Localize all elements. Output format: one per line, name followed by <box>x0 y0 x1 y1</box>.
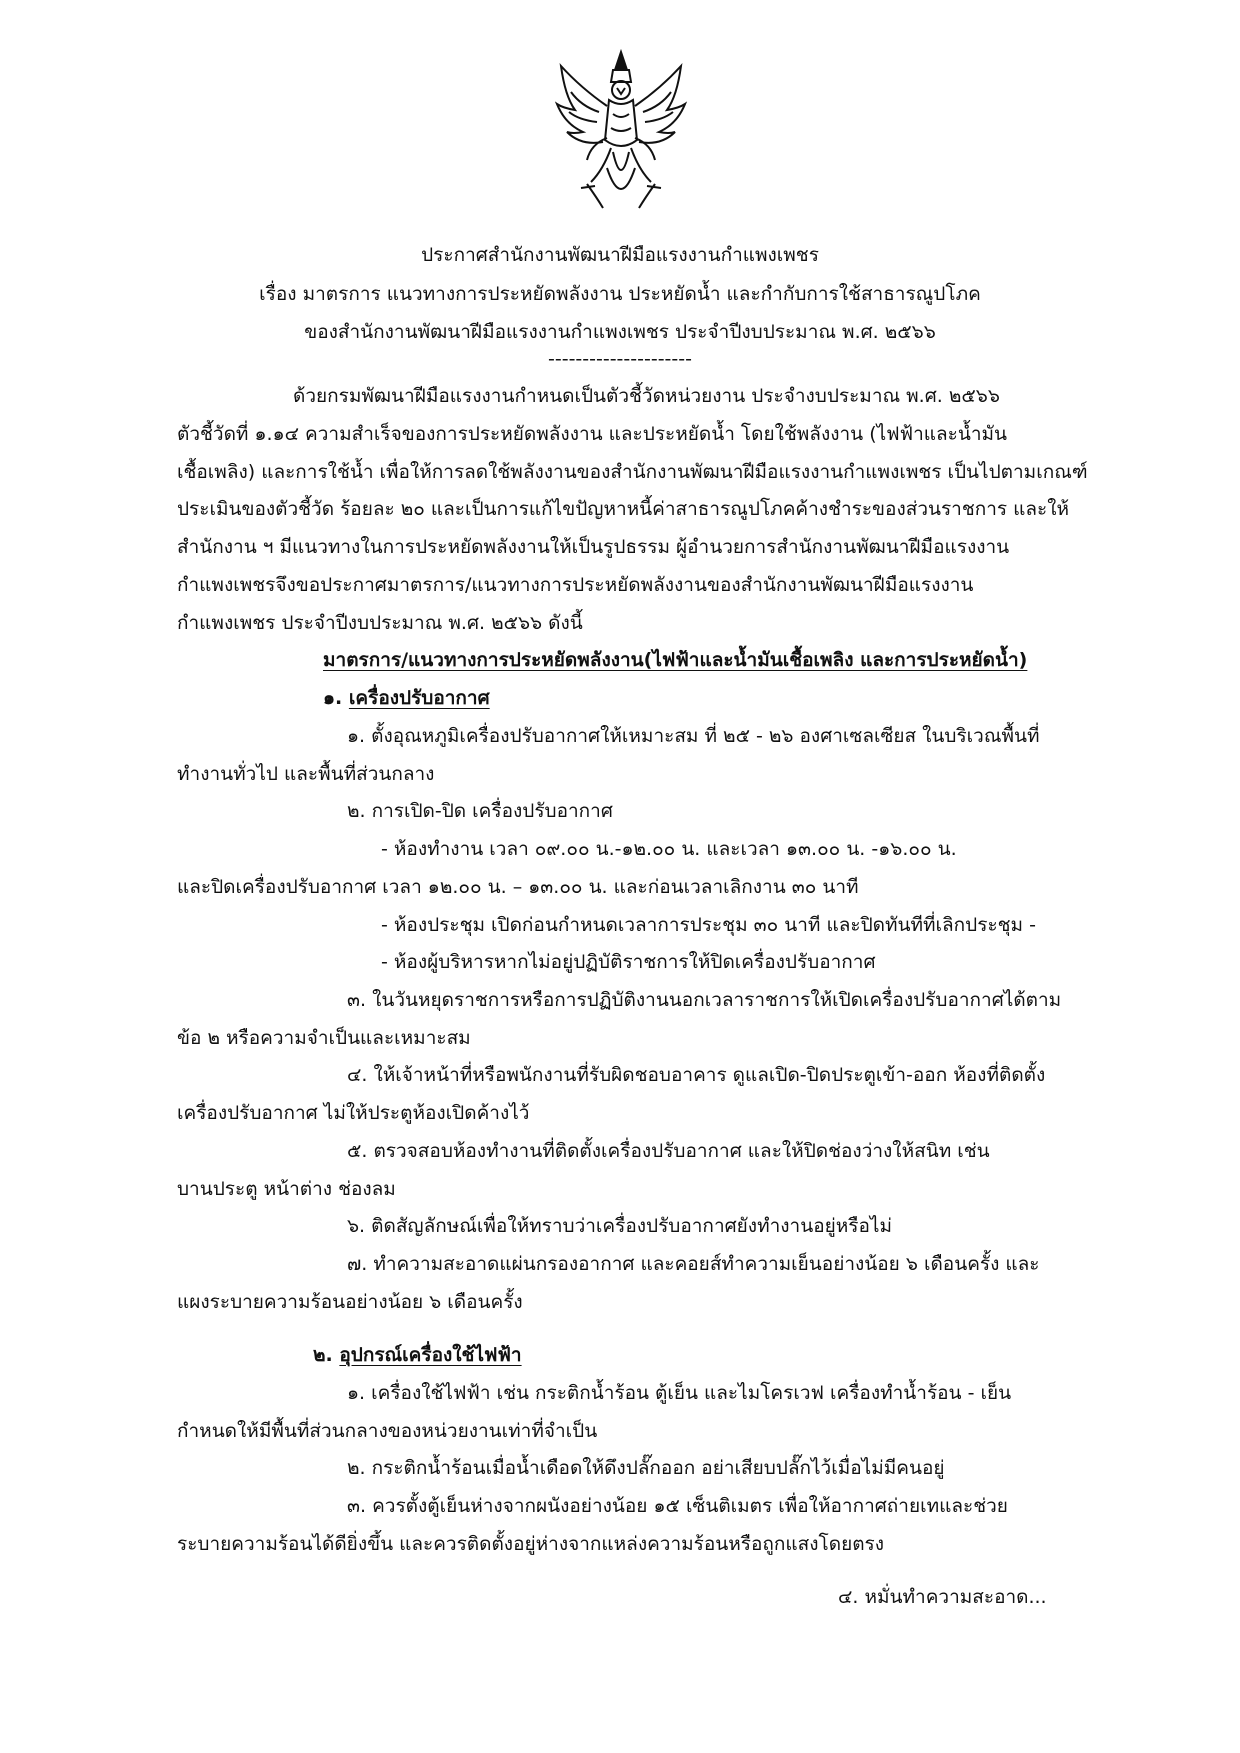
section-2-line: ๒. กระติกน้ำร้อนเมื่อน้ำเดือดให้ดึงปลั๊กออก อย่าเสียบปลั๊กไว้เมื่อไม่มีคนอยู่ <box>347 1457 945 1479</box>
intro-line: สำนักงาน ฯ มีแนวทางในการประหยัดพลังงานให้เป็นรูปธรรม ผู้อำนวยการสำนักงานพัฒนาฝีมือแรงงาน <box>177 536 1010 558</box>
section-1-line: ๔. ให้เจ้าหน้าที่หรือพนักงานที่รับผิดชอบอาคาร ดูแลเปิด-ปิดประตูเข้า-ออก ห้องที่ติดตั้ง <box>347 1064 1046 1086</box>
section-1-line: - ห้องทำงาน เวลา ๐๙.๐๐ น.-๑๒.๐๐ น. และเวลา ๑๓.๐๐ น. -๑๖.๐๐ น. <box>381 838 957 860</box>
section-1-line: ๒. การเปิด-ปิด เครื่องปรับอากาศ <box>347 800 613 822</box>
section-number: ๑. <box>323 687 343 709</box>
intro-line: ด้วยกรมพัฒนาฝีมือแรงงานกำหนดเป็นตัวชี้วัดหน่วยงาน ประจำงบประมาณ พ.ศ. ๒๕๖๖ <box>293 385 1000 407</box>
section-title: เครื่องปรับอากาศ <box>348 687 490 709</box>
continuation-note: ๔. หมั่นทำความสะอาด... <box>838 1586 1047 1608</box>
intro-line: ตัวชี้วัดที่ ๑.๑๔ ความสำเร็จของการประหยัดพลังงาน และประหยัดน้ำ โดยใช้พลังงาน (ไฟฟ้าและน้ำมัน <box>177 423 1007 445</box>
section-title: อุปกรณ์เครื่องใช้ไฟฟ้า <box>339 1344 522 1366</box>
section-1-heading <box>323 687 490 710</box>
section-1-line: - ห้องผู้บริหารหากไม่อยู่ปฏิบัติราชการให้ปิดเครื่องปรับอากาศ <box>381 951 876 973</box>
section-2-line: ระบายความร้อนได้ดียิ่งขึ้น และควรติดตั้งอยู่ห่างจากแหล่งความร้อนหรือถูกแสงโดยตรง <box>177 1533 885 1555</box>
section-2-heading <box>313 1344 522 1367</box>
title-divider: --------------------- <box>548 348 692 370</box>
announcement-title: ประกาศสำนักงานพัฒนาฝีมือแรงงานกำแพงเพชร <box>421 244 819 266</box>
garuda-emblem-icon <box>551 48 691 218</box>
intro-line: ประเมินของตัวชี้วัด ร้อยละ ๒๐ และเป็นการแก้ไขปัญหาหนี้ค่าสาธารณูปโภคค้างชำระของส่วนราชการ และให้ <box>177 498 1070 520</box>
section-1-line: ๖. ติดสัญลักษณ์เพื่อให้ทราบว่าเครื่องปรับอากาศยังทำงานอยู่หรือไม่ <box>347 1215 892 1237</box>
section-1-line: - ห้องประชุม เปิดก่อนกำหนดเวลาการประชุม ๓๐ นาที และปิดทันทีที่เลิกประชุม - <box>381 914 1036 936</box>
intro-line: กำแพงเพชรจึงขอประกาศมาตรการ/แนวทางการประหยัดพลังงานของสำนักงานพัฒนาฝีมือแรงงาน <box>177 574 974 596</box>
intro-line: กำแพงเพชร ประจำปีงบประมาณ พ.ศ. ๒๕๖๖ ดังนี้ <box>177 612 583 634</box>
section-1-line: เครื่องปรับอากาศ ไม่ให้ประตูห้องเปิดค้างไว้ <box>177 1102 530 1124</box>
section-1-line: ๕. ตรวจสอบห้องทำงานที่ติดตั้งเครื่องปรับอากาศ และให้ปิดช่องว่างให้สนิท เช่น <box>347 1140 990 1162</box>
section-1-line: ๗. ทำความสะอาดแผ่นกรองอากาศ และคอยส์ทำความเย็นอย่างน้อย ๖ เดือนครั้ง และ <box>347 1253 1040 1275</box>
section-1-line: และปิดเครื่องปรับอากาศ เวลา ๑๒.๐๐ น. – ๑๓.๐๐ น. และก่อนเวลาเลิกงาน ๓๐ นาที <box>177 876 859 898</box>
section-1-line: บานประตู หน้าต่าง ช่องลม <box>177 1178 396 1200</box>
announcement-subject-line2: ของสำนักงานพัฒนาฝีมือแรงงานกำแพงเพชร ประจำปีงบประมาณ พ.ศ. ๒๕๖๖ <box>304 321 936 343</box>
section-1-line: ๑. ตั้งอุณหภูมิเครื่องปรับอากาศให้เหมาะสม ที่ ๒๕ - ๒๖ องศาเซลเซียส ในบริเวณพื้นที่ <box>347 725 1040 747</box>
section-2-line: กำหนดให้มีพื้นที่ส่วนกลางของหน่วยงานเท่าที่จำเป็น <box>177 1420 598 1442</box>
section-2-line: ๑. เครื่องใช้ไฟฟ้า เช่น กระติกน้ำร้อน ตู้เย็น และไมโครเวฟ เครื่องทำน้ำร้อน - เย็น <box>347 1382 1012 1404</box>
section-number: ๒. <box>313 1344 333 1366</box>
intro-line: เชื้อเพลิง) และการใช้น้ำ เพื่อให้การลดใช้พลังงานของสำนักงานพัฒนาฝีมือแรงงานกำแพงเพชร เป็นไปตามเกณฑ์ <box>177 461 1088 483</box>
measures-heading: มาตรการ/แนวทางการประหยัดพลังงาน(ไฟฟ้าและน้ำมันเชื้อเพลิง และการประหยัดน้ำ) <box>323 649 1028 671</box>
section-2-line: ๓. ควรตั้งตู้เย็นห่างจากผนังอย่างน้อย ๑๕ เซ็นติเมตร เพื่อให้อากาศถ่ายเทและช่วย <box>347 1495 1008 1517</box>
section-1-line: ข้อ ๒ หรือความจำเป็นและเหมาะสม <box>177 1027 471 1049</box>
section-1-line: แผงระบายความร้อนอย่างน้อย ๖ เดือนครั้ง <box>177 1291 523 1313</box>
section-1-line: ๓. ในวันหยุดราชการหรือการปฏิบัติงานนอกเวลาราชการให้เปิดเครื่องปรับอากาศได้ตาม <box>347 989 1062 1011</box>
announcement-subject: เรื่อง มาตรการ แนวทางการประหยัดพลังงาน ประหยัดน้ำ และกำกับการใช้สาธารณูปโภค <box>259 283 981 305</box>
section-1-line: ทำงานทั่วไป และพื้นที่ส่วนกลาง <box>177 763 435 785</box>
